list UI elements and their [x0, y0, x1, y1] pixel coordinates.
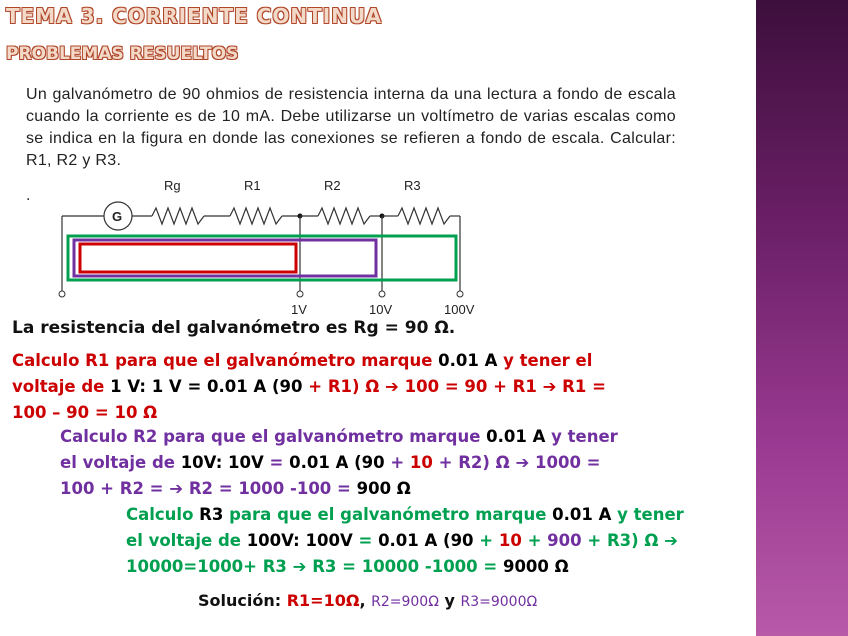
- resistor-r2: [318, 208, 370, 224]
- r2-calculation: Calculo R2 para que el galvanómetro marque 0.01 A y tener el voltaje de 10V: 10V = 0.01 A (90 + 10 + R2) Ω ➔ 1000 = 100 + R2 = ➔ R2 = 1000 -100 = 900 Ω: [60, 427, 618, 498]
- terminal-1v: [297, 291, 303, 297]
- page-title: TEMA 3. CORRIENTE CONTINUA: [6, 4, 383, 28]
- label-r3: R3: [404, 178, 421, 193]
- problem-statement: Un galvanómetro de 90 ohmios de resistencia interna da una lectura a fondo de escala cuando la corriente es de 10 mA. Debe utilizarse un voltímetro de varias escalas como se indica en la figura en donde las conexiones se refieren a fondo de escala. Calcular: R1, R2 y R3.: [26, 86, 676, 169]
- terminal-100v: [457, 291, 463, 297]
- terminal-10v: [379, 291, 385, 297]
- terminal-10v-label: 10V: [369, 302, 393, 317]
- page-subtitle: PROBLEMAS RESUELTOS: [6, 44, 239, 64]
- r1-calculation: Calculo R1 para que el galvanómetro marque 0.01 A y tener el voltaje de 1 V: 1 V = 0.01 A (90 + R1) Ω ➔ 100 = 90 + R1 ➔ R1 = 100 – 90 = 10 Ω: [12, 351, 606, 422]
- label-r1: R1: [244, 178, 261, 193]
- resistor-rg: [152, 208, 204, 224]
- circuit-diagram: [48, 174, 488, 324]
- solution-line: Solución: R1=10Ω, R2=900Ω y R3=9000Ω: [198, 591, 538, 610]
- decorative-sidebar: [756, 0, 848, 636]
- galvanometer-icon: [104, 202, 132, 230]
- rg-statement: La resistencia del galvanómetro es Rg = 90 Ω.: [12, 318, 456, 338]
- r1-loop-box: [80, 244, 296, 272]
- terminal-common: [59, 291, 65, 297]
- resistor-r1: [230, 208, 282, 224]
- label-rg: Rg: [164, 178, 181, 193]
- stray-dot: .: [26, 188, 31, 204]
- galvanometer-label: G: [112, 209, 123, 224]
- r3-calculation: Calculo R3 para que el galvanómetro marque 0.01 A y tener el voltaje de 100V: 100V = 0.01 A (90 + 10 + 900 + R3) Ω ➔ 10000=1000+ R3 ➔ R3 = 10000 -1000 = 9000 Ω: [126, 505, 684, 576]
- resistor-r3: [398, 208, 450, 224]
- terminal-100v-label: 100V: [444, 302, 475, 317]
- terminal-1v-label: 1V: [291, 302, 307, 317]
- label-r2: R2: [324, 178, 341, 193]
